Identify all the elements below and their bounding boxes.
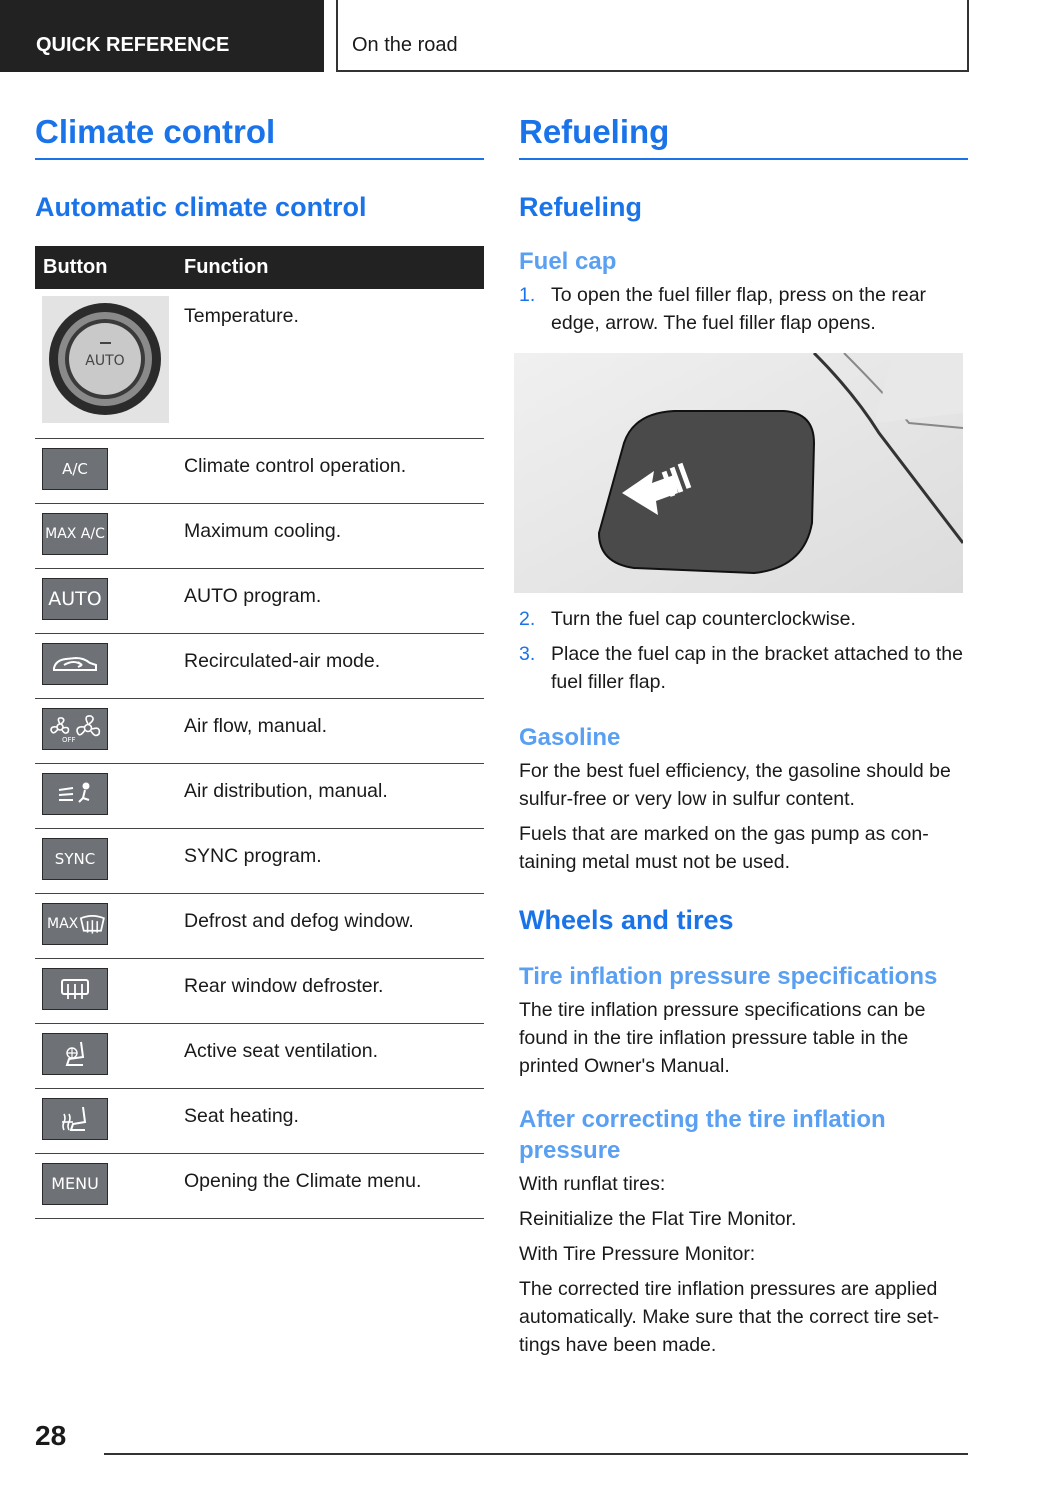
- fuel-cap-steps-1: [519, 281, 968, 337]
- page-number: 28: [35, 1420, 67, 1451]
- right-column: [519, 110, 968, 1359]
- header-section: QUICK REFERENCE: [0, 0, 324, 72]
- left-column: [35, 110, 484, 1219]
- heading-after-correcting: After correcting the tire inflation pressure: [519, 1106, 886, 1164]
- defrost-max-label: MAX: [47, 915, 79, 932]
- table-row: [35, 568, 484, 633]
- seat-heating-icon: [42, 1098, 108, 1140]
- auto-button-icon: AUTO: [42, 578, 108, 620]
- function-text: Opening the Climate menu.: [177, 1153, 484, 1218]
- step-number: 3.: [519, 643, 536, 665]
- step-text: Place the fuel cap in the bracket attached to the fuel filler flap.: [551, 643, 963, 693]
- step-number: 2.: [519, 608, 536, 630]
- table-row: [35, 1088, 484, 1153]
- function-text: Seat heating.: [177, 1088, 484, 1153]
- table-row: [35, 1023, 484, 1088]
- function-text: Active seat ventilation.: [177, 1023, 484, 1088]
- rear-defroster-icon: [42, 968, 108, 1010]
- function-text: SYNC program.: [177, 828, 484, 893]
- step-number: 1.: [519, 284, 536, 306]
- ac-button-icon: A/C: [42, 448, 108, 490]
- table-row: [35, 698, 484, 763]
- svg-text:OFF: OFF: [62, 735, 76, 744]
- list-item: [519, 605, 968, 633]
- function-text: Maximum cooling.: [177, 503, 484, 568]
- climate-buttons-table: [35, 246, 484, 1219]
- list-item: [519, 281, 968, 337]
- footer-divider: [104, 1453, 968, 1455]
- subsection-title-refueling: Refueling: [519, 192, 643, 222]
- table-row: [35, 289, 484, 438]
- subsection-title-automatic: Automatic climate control: [35, 192, 367, 222]
- seat-ventilation-icon: [42, 1033, 108, 1075]
- function-text: Recirculated-air mode.: [177, 633, 484, 698]
- heading-gasoline: Gasoline: [519, 724, 621, 751]
- function-text: Temperature.: [177, 289, 484, 438]
- table-row: [35, 1153, 484, 1218]
- tire-specs-paragraph: The tire inflation pressure specifications can be found in the tire inflation pressure table in the printed Owner's Manual.: [519, 999, 926, 1077]
- sync-button-icon: SYNC: [42, 838, 108, 880]
- function-text: AUTO program.: [177, 568, 484, 633]
- gasoline-paragraph-1: For the best fuel efficiency, the gasoline should be sulfur-free or very low in sulfur content.: [519, 760, 951, 810]
- function-text: Rear window defroster.: [177, 958, 484, 1023]
- after-paragraph-2: Reinitialize the Flat Tire Monitor.: [519, 1208, 797, 1230]
- heading-fuel-cap: Fuel cap: [519, 248, 617, 275]
- table-row: [35, 438, 484, 503]
- table-row: [35, 763, 484, 828]
- gasoline-paragraph-2: Fuels that are marked on the gas pump as con-taining metal must not be used.: [519, 823, 929, 873]
- defrost-icon: [42, 903, 108, 945]
- after-paragraph-4: The corrected tire inflation pressures are applied automatically. Make sure that the correct tire set-tings have been made.: [519, 1278, 940, 1356]
- fan-icon: [42, 708, 108, 750]
- table-header-function: Function: [177, 246, 484, 289]
- function-text: Defrost and defog window.: [177, 893, 484, 958]
- list-item: [519, 640, 968, 696]
- section-title-refueling: Refueling: [519, 110, 968, 160]
- fuel-filler-flap-figure: [514, 353, 963, 593]
- after-paragraph-3: With Tire Pressure Monitor:: [519, 1243, 756, 1265]
- step-text: Turn the fuel cap counterclockwise.: [551, 608, 856, 630]
- recirculation-icon: [42, 643, 108, 685]
- function-text: Climate control operation.: [177, 438, 484, 503]
- knob-label: AUTO: [85, 353, 125, 369]
- temperature-knob-icon: [42, 296, 169, 423]
- subsection-title-wheels: Wheels and tires: [519, 905, 734, 935]
- after-paragraph-1: With runflat tires:: [519, 1173, 666, 1195]
- table-row: [35, 503, 484, 568]
- table-row: [35, 828, 484, 893]
- step-text: To open the fuel filler flap, press on the rear edge, arrow. The fuel filler flap opens.: [551, 284, 927, 334]
- table-row: [35, 633, 484, 698]
- table-row: [35, 893, 484, 958]
- function-text: Air flow, manual.: [177, 698, 484, 763]
- max-ac-button-icon: MAX A/C: [42, 513, 108, 555]
- fuel-cap-steps-2: [519, 605, 968, 696]
- menu-button-icon: MENU: [42, 1163, 108, 1205]
- header-chapter: On the road: [336, 0, 969, 72]
- function-text: Air distribution, manual.: [177, 763, 484, 828]
- table-row: [35, 958, 484, 1023]
- table-header-button: Button: [35, 246, 177, 289]
- section-title-climate: Climate control: [35, 110, 484, 160]
- air-distribution-icon: [42, 773, 108, 815]
- heading-tire-pressure-specs: Tire inflation pressure specifications: [519, 963, 938, 990]
